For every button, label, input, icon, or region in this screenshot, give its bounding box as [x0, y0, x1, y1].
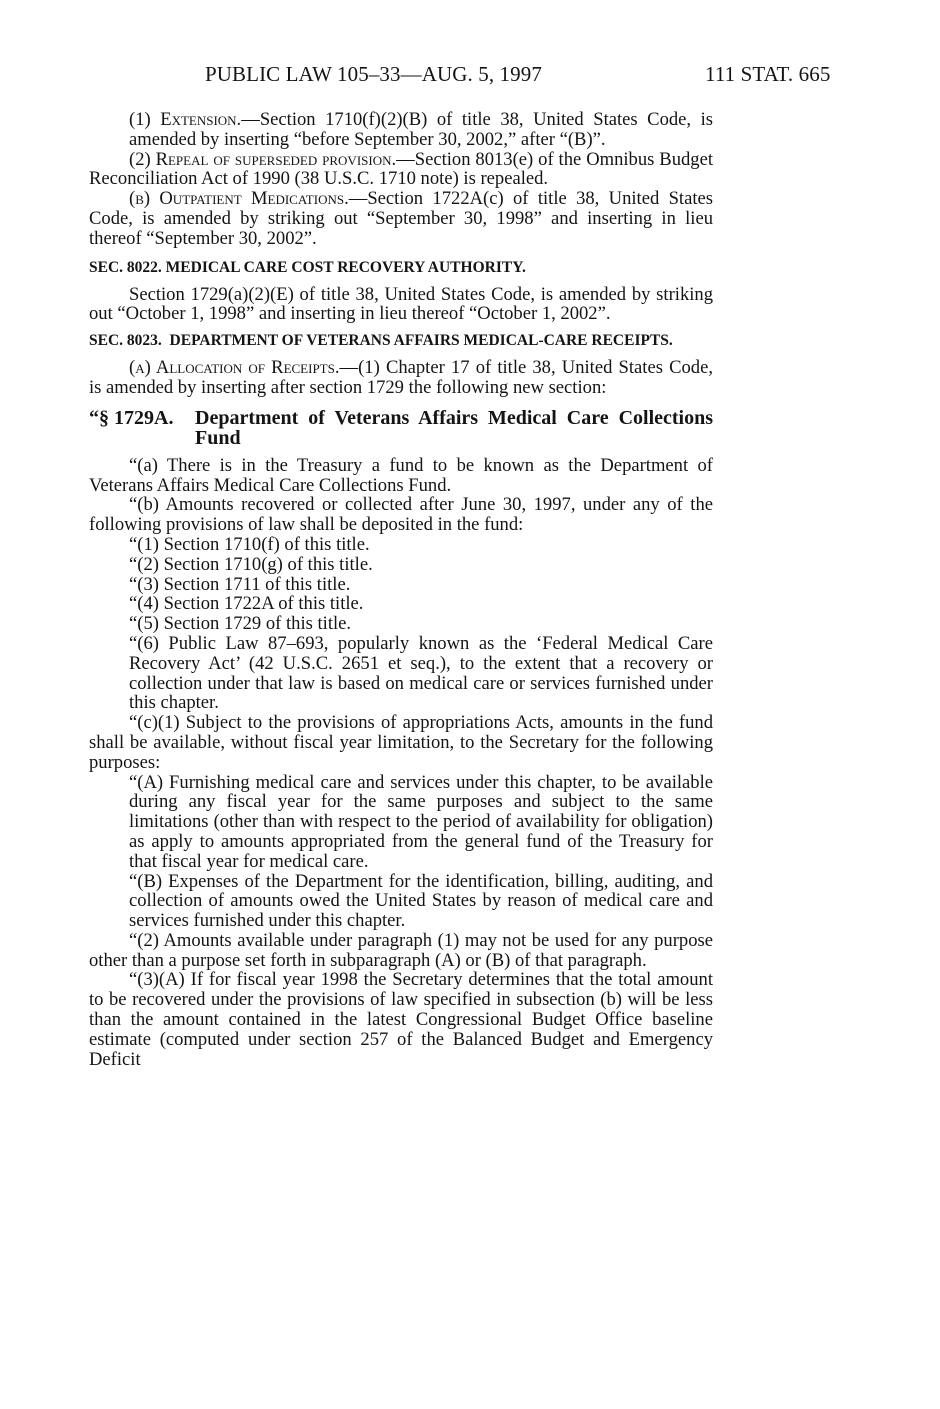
list-item: “(5) Section 1729 of this title. [129, 613, 352, 635]
list-item: “(4) Section 1722A of this title. [129, 593, 364, 615]
paragraph-heading: (1) Extension. [129, 109, 242, 130]
paragraph-text: —Section 1710(f)(2)(B) of title 38, United States Code, is amended by inserting “before September 30, 2002,” after “(B)”. [129, 109, 713, 150]
paragraph-heading: (a) Allocation of Receipts. [129, 357, 340, 379]
paragraph-c1: “(c)(1) Subject to the provisions of appropriations Acts, amounts in the fund shall be available, without fiscal year limitation, to the Secretary for the following purposes: [89, 712, 713, 773]
section-number: SEC. 8023. [89, 332, 162, 350]
paragraph-outpatient [89, 189, 713, 248]
section-title: DEPARTMENT OF VETERANS AFFAIRS MEDICAL-CARE RECEIPTS. [169, 332, 673, 350]
paragraph-text: —Section 8013(e) of the Omnibus Budget Reconciliation Act of 1990 (38 U.S.C. 1710 note) is repealed. [89, 148, 713, 190]
paragraph-text: —Section 1722A(c) of title 38, United States Code, is amended by striking out “September 30, 1998” and inserting in lieu thereof “September 30, 2002”. [89, 188, 713, 249]
list-item: “(2) Section 1710(g) of this title. [129, 553, 373, 575]
paragraph-extension [89, 110, 713, 150]
paragraph-text: —(1) Chapter 17 of title 38, United States Code, is amended by inserting after section 1729 the following new section: [89, 357, 713, 398]
list-item-text: “(6) Public Law 87–693, popularly known as the ‘Federal Medical Care Recovery Act’ (42 U.S.C. 2651 et seq.), to the extent that a recovery or collection under that law is based on medical care or services furnished under this chapter. [129, 632, 713, 714]
subparagraph-a [89, 773, 713, 872]
page-number: 111 STAT. 665 [705, 62, 831, 86]
list-item [89, 634, 713, 713]
code-section-number: “§ 1729A. [89, 406, 174, 429]
paragraph-section-1729: Section 1729(a)(2)(E) of title 38, United States Code, is amended by striking out “October 1, 1998” and inserting in lieu thereof “October 1, 2002”. [89, 283, 713, 325]
list-item: “(3) Section 1711 of this title. [129, 573, 351, 595]
paragraph-b: “(b) Amounts recovered or collected after June 30, 1997, under any of the following provisions of law shall be deposited in the fund: [89, 494, 713, 536]
section-heading-8022: SEC. 8022. MEDICAL CARE COST RECOVERY AUTHORITY. [89, 258, 526, 276]
list-item: “(1) Section 1710(f) of this title. [129, 533, 370, 555]
paragraph-heading: (b) Outpatient Medications. [129, 188, 349, 210]
subparagraph-text: “(A) Furnishing medical care and services under this chapter, to be available during any fiscal year for the same purposes and subject to the same limitations (other than with respect to the period of availability for obligation) as apply to amounts appropriated from the general fund of the Treasury for that fiscal year for medical care. [129, 771, 713, 872]
paragraph-c2: “(2) Amounts available under paragraph (1) may not be used for any purpose other than a purpose set forth in subparagraph (A) or (B) of that paragraph. [89, 929, 713, 971]
paragraph-heading: (2) Repeal of superseded provision. [129, 148, 397, 170]
code-section-heading [89, 408, 713, 448]
paragraph-a: “(a) There is in the Treasury a fund to be known as the Department of Veterans Affairs Medical Care Collections Fund. [89, 454, 713, 496]
section-heading-8023 [89, 332, 713, 350]
running-header: PUBLIC LAW 105–33—AUG. 5, 1997 [205, 62, 542, 86]
subparagraph-text: “(B) Expenses of the Department for the identification, billing, auditing, and collection of amounts owed the United States by reason of medical care and services furnished under this chapter. [129, 870, 713, 932]
code-section-title: Department of Veterans Affairs Medical Care Collections Fund [195, 406, 713, 449]
paragraph-allocation [89, 358, 713, 398]
paragraph-c3: “(3)(A) If for fiscal year 1998 the Secretary determines that the total amount to be recovered under the provisions of law specified in subsection (b) will be less than the amount contained in the latest Congressional Budget Office baseline estimate (computed under section 257 of the Balanced Budget and Emergency Deficit [89, 969, 713, 1070]
document-body [89, 110, 713, 1069]
subparagraph-b [89, 872, 713, 931]
paragraph-repeal [89, 150, 713, 190]
